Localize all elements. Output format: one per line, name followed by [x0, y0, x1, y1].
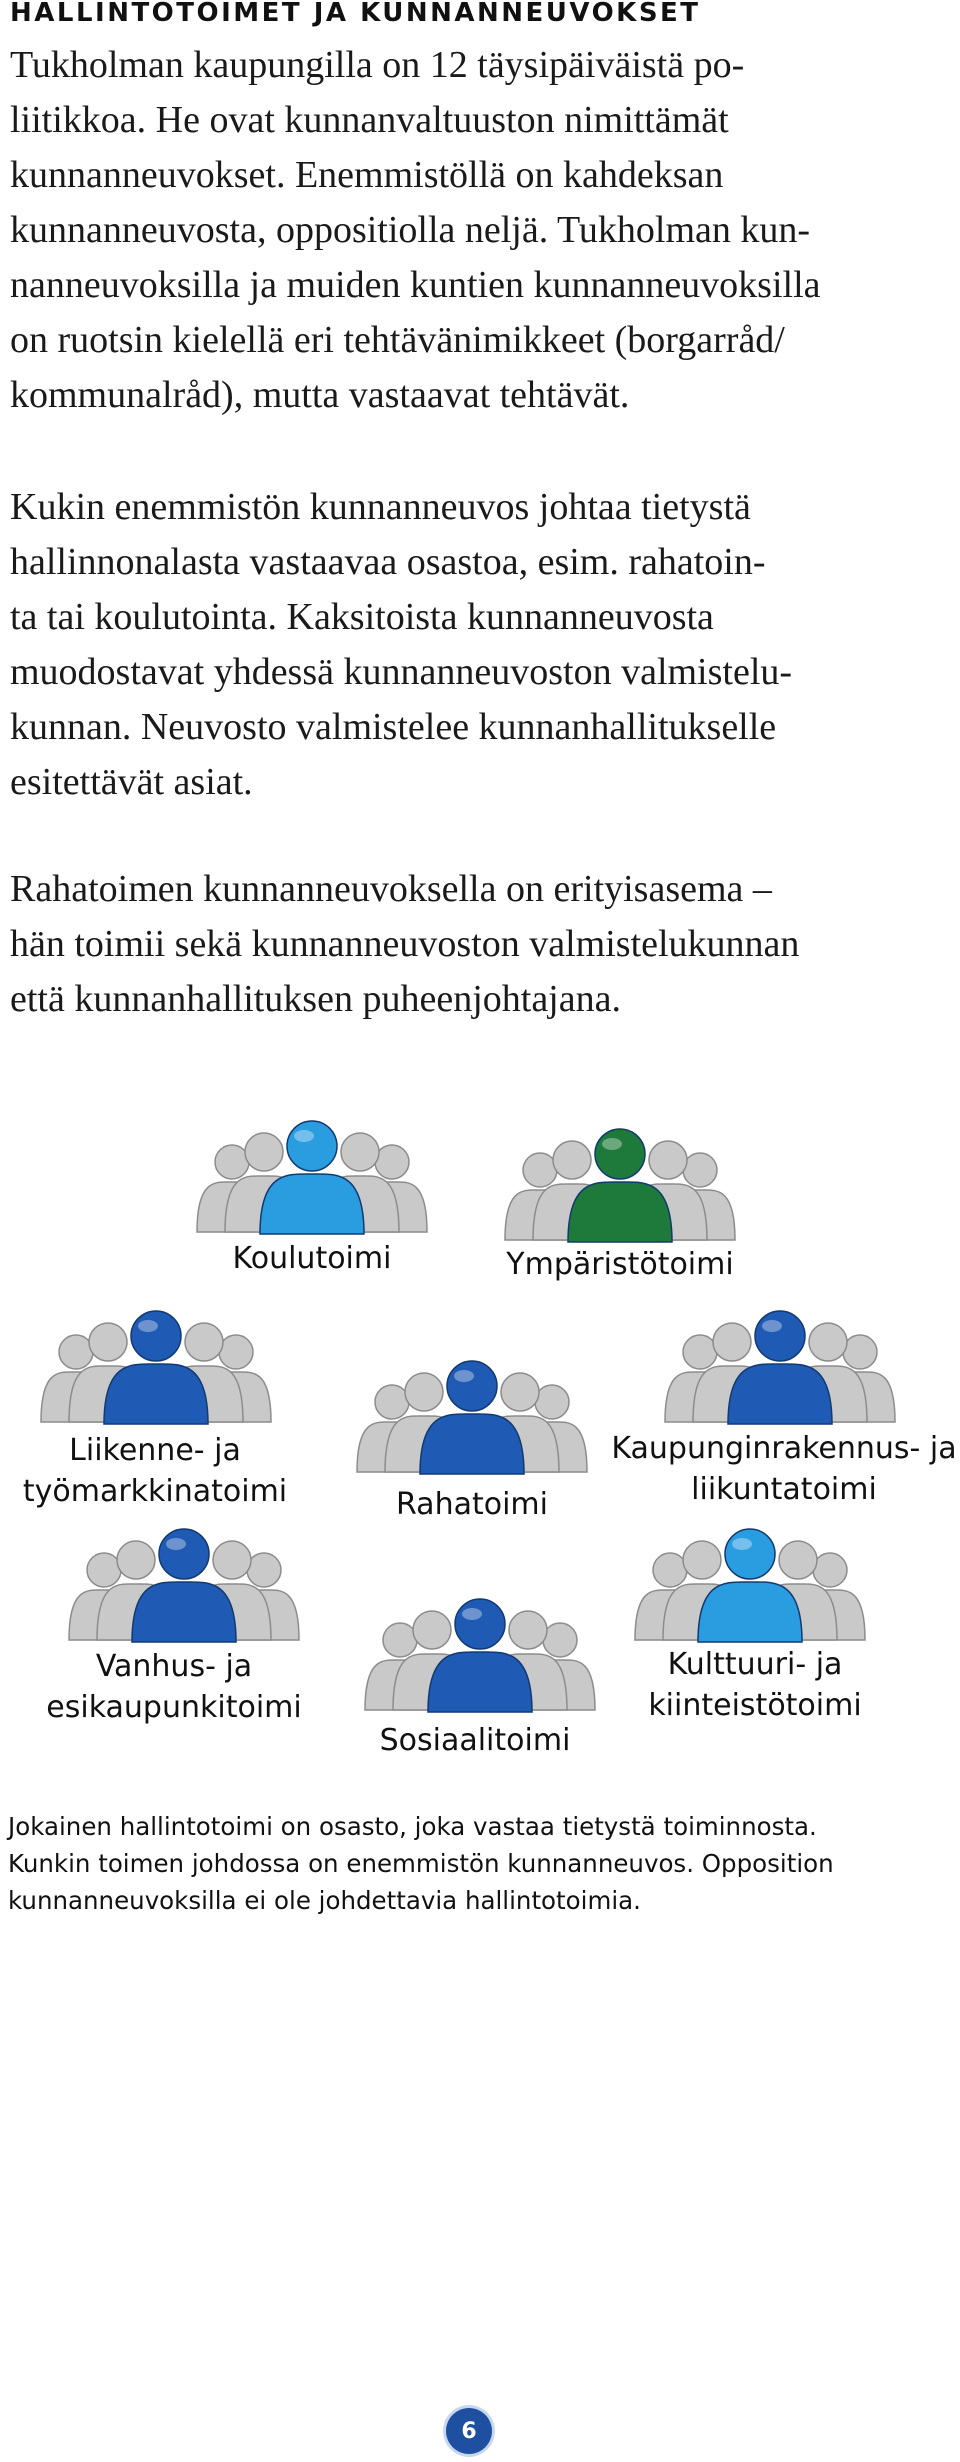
departments-diagram — [0, 1100, 960, 1800]
people-group-icon — [36, 1310, 276, 1430]
people-group-graphic — [500, 1128, 740, 1248]
department-label-elderly-suburbs: Vanhus- ja esikaupunkitoimi — [46, 1649, 302, 1725]
people-group-icon — [64, 1528, 304, 1648]
section-heading: HALLINTOTOIMET JA KUNNANNEUVOKSET — [10, 0, 701, 28]
department-label-traffic-labour: Liikenne- ja työmarkkinatoimi — [22, 1433, 288, 1509]
people-group-icon — [660, 1310, 900, 1430]
department-label-finance: Rahatoimi — [396, 1487, 548, 1522]
people-group-graphic — [192, 1120, 432, 1240]
people-group-icon — [360, 1598, 600, 1718]
department-label-city-building-sports: Kaupunginrakennus- ja liikuntatoimi — [611, 1431, 957, 1507]
people-group-graphic — [64, 1528, 304, 1648]
people-group-graphic — [352, 1360, 592, 1480]
page-number-badge: 6 — [446, 2408, 492, 2454]
department-label-culture-property: Kulttuuri- ja kiinteistötoimi — [648, 1647, 862, 1723]
paragraph-intro: Tukholman kaupungilla on 12 täysipäiväistä po- liitikkoa. He ovat kunnanvaltuuston nimittämät kunnanneuvokset. Enemmistöllä on kahdeksan kunnanneuvosta, oppositiolla neljä. Tukholman kun- nanneuvoksilla ja muiden kuntien kunnanneuvoksilla on ruotsin kielellä eri tehtävänimikkeet (borgarråd/ kommunalråd), mutta vastaavat tehtävät. — [10, 44, 821, 416]
department-label-environment: Ympäristötoimi — [506, 1247, 734, 1282]
people-group-graphic — [630, 1528, 870, 1648]
people-group-icon — [192, 1120, 432, 1240]
people-group-icon — [630, 1528, 870, 1648]
paragraph-majority-councillors: Kukin enemmistön kunnanneuvos johtaa tietystä hallinnonalasta vastaavaa osastoa, esim. rahatoin- ta tai koulutointa. Kaksitoista kunnanneuvosta muodostavat yhdessä kunnanneuvoston valmistelu- kunnan. Neuvosto valmistelee kunnanhallitukselle esitettävät asiat. — [10, 486, 793, 803]
people-group-graphic — [660, 1310, 900, 1430]
diagram-caption: Jokainen hallintotoimi on osasto, joka vastaa tietystä toiminnosta. Kunkin toimen johdossa on enemmistön kunnanneuvos. Opposition kunnanneuvoksilla ei ole johdettavia hallintotoimia. — [8, 1812, 834, 1915]
people-group-icon — [352, 1360, 592, 1480]
paragraph-finance-councillor: Rahatoimen kunnanneuvoksella on erityisasema – hän toimii sekä kunnanneuvoston valmistelukunnan että kunnanhallituksen puheenjohtajana. — [10, 868, 800, 1020]
department-label-social: Sosiaalitoimi — [379, 1723, 571, 1758]
people-group-graphic — [360, 1598, 600, 1718]
people-group-graphic — [36, 1310, 276, 1430]
department-label-education: Koulutoimi — [232, 1241, 392, 1276]
people-group-icon — [500, 1128, 740, 1248]
